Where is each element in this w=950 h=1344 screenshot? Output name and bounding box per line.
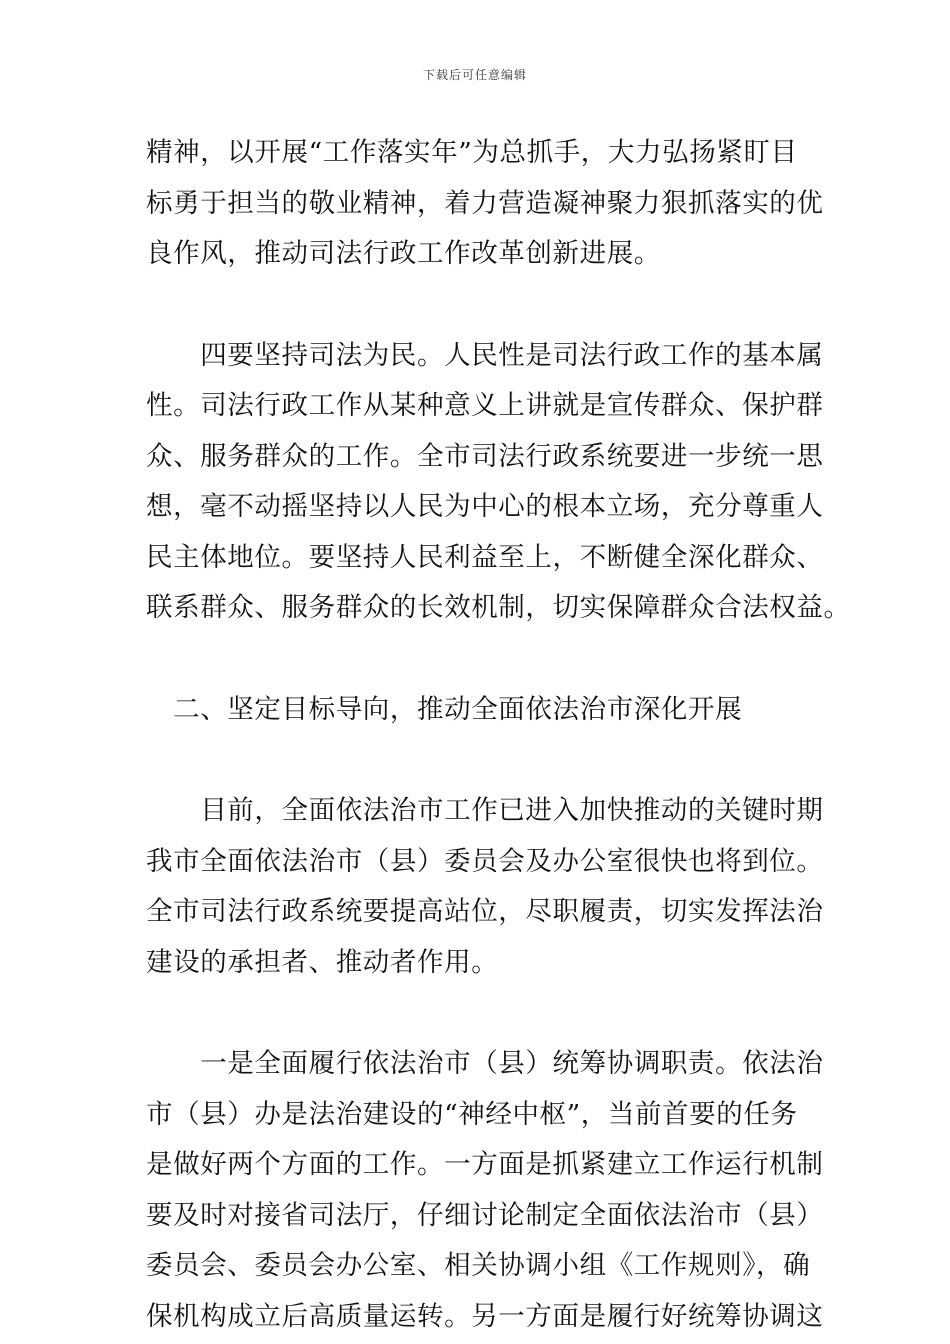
page-header: 下载后可任意编辑	[422, 68, 527, 82]
text-line: 性。司法行政工作从某种意义上讲就是宣传群众、保护群	[146, 390, 824, 421]
paragraph-gap	[146, 988, 806, 1039]
text-line: 委员会、委员会办公室、相关协调小组《工作规则》，确	[146, 1250, 811, 1281]
text-line: 良作风，推动司法行政工作改革创新进展。	[146, 238, 661, 269]
paragraph-gap	[146, 634, 806, 685]
text-line: 想，毫不动摇坚持以人民为中心的根本立场，充分尊重人	[146, 491, 824, 522]
text-line: 一是全面履行依法治市（县）统筹协调职责。依法治	[146, 1048, 824, 1079]
text-line: 保机构成立后高质量运转。另一方面是履行好统筹协调这	[146, 1300, 824, 1332]
text-line: 建设的承担者、推动者作用。	[146, 946, 499, 978]
text-line: 要及时对接省司法厅，仔细讨论制定全面依法治市（县）	[146, 1199, 824, 1231]
text-line: 市（县）办是法治建设的“神经中枢”，当前首要的任务	[146, 1098, 798, 1130]
section-heading	[146, 685, 806, 736]
paragraph-work-style	[146, 128, 824, 280]
text-line: 标勇于担当的敬业精神，着力营造凝神聚力狠抓落实的优	[146, 187, 824, 219]
text-line: 民主体地位。要坚持人民利益至上，不断健全深化群众、	[146, 541, 824, 573]
text-line: 联系群众、服务群众的长效机制，切实保障群众合法权益。	[146, 592, 851, 623]
text-line: 众、服务群众的工作。全市司法行政系统要进一步统一思	[146, 440, 824, 472]
paragraph-current-stage	[146, 786, 824, 988]
text-line: 四要坚持司法为民。人民性是司法行政工作的基本属	[146, 339, 824, 371]
paragraph-coordination-duties	[146, 1039, 824, 1342]
text-line: 目前，全面依法治市工作已进入加快推动的关键时期	[146, 795, 824, 826]
text-line: 精神，以开展“工作落实年”为总抓手，大力弘扬紧盯目	[146, 137, 798, 168]
paragraph-gap	[146, 735, 806, 786]
text-line: 全市司法行政系统要提高站位，尽职履责，切实发挥法治	[146, 896, 824, 927]
document-body	[146, 128, 851, 1342]
paragraph-serve-people	[146, 331, 851, 634]
text-line: 我市全面依法治市（县）委员会及办公室很快也将到位。	[146, 845, 824, 877]
paragraph-gap	[146, 280, 806, 331]
text-line: 是做好两个方面的工作。一方面是抓紧建立工作运行机制	[146, 1149, 824, 1180]
text-line: 二、坚定目标导向，推动全面依法治市深化开展	[146, 693, 743, 725]
